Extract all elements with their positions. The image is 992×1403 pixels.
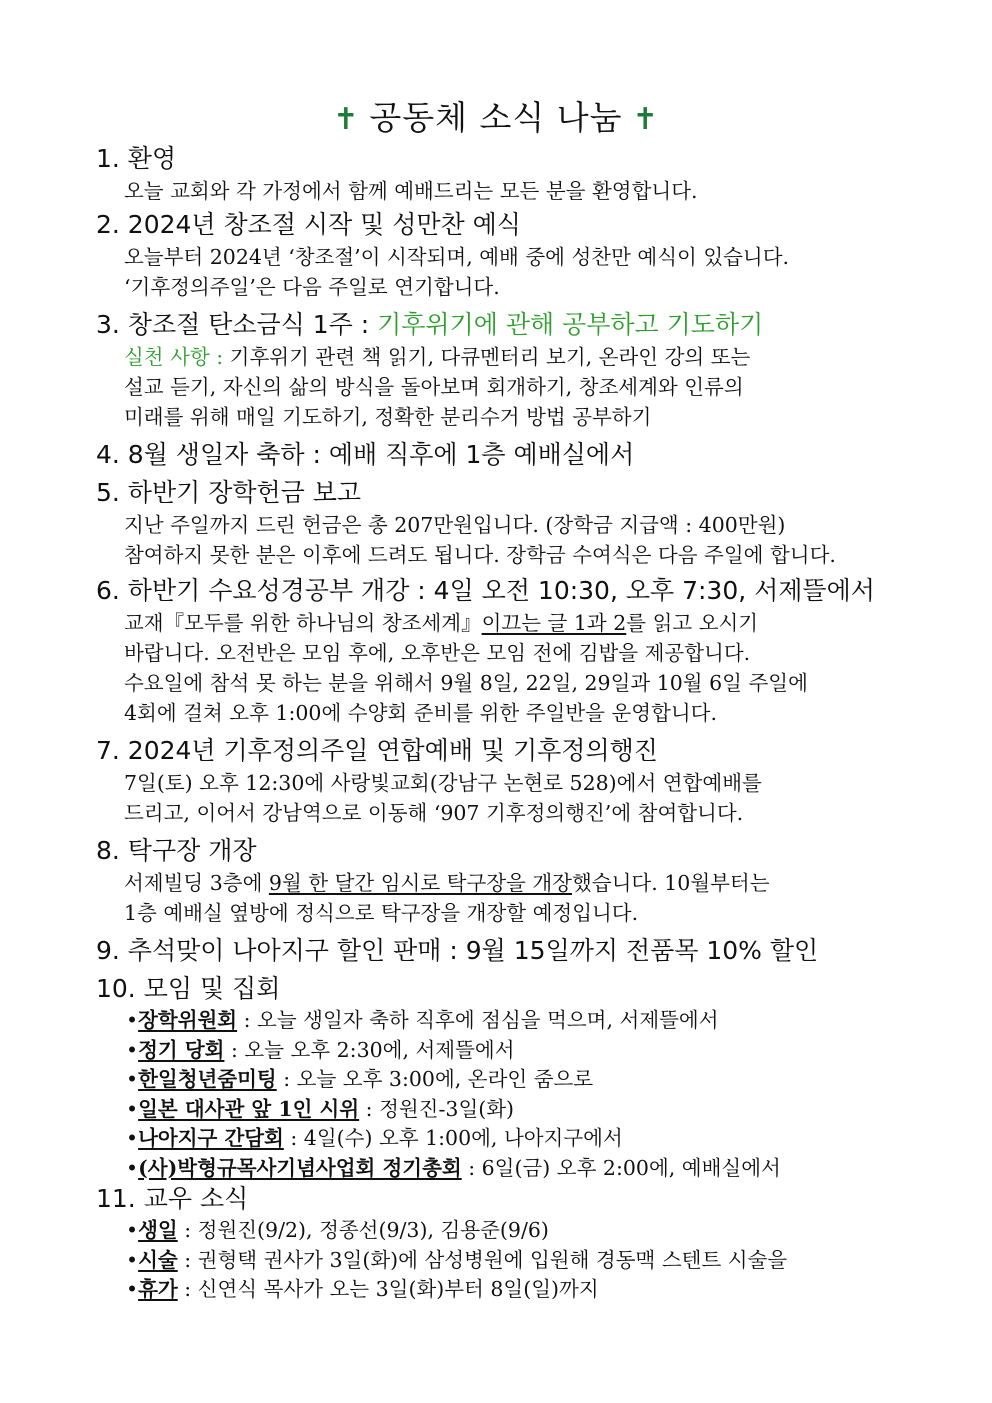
item-detail: : 오늘 생일자 축하 직후에 점심을 먹으며, 서제뜰에서 xyxy=(237,1008,719,1032)
item-detail: : 오늘 오후 3:00에, 온라인 줌으로 xyxy=(276,1067,594,1091)
cross-icon: ✝ xyxy=(333,102,360,137)
list-item xyxy=(126,1095,916,1125)
section-text: 드리고, 이어서 강남역으로 이동해 ‘907 기후정의행진’에 참여합니다. xyxy=(124,801,744,825)
item-name: 시술 xyxy=(138,1247,178,1272)
list-item xyxy=(126,1036,916,1066)
section-text: 4회에 걸쳐 오후 1:00에 수양회 준비를 위한 주일반을 운영합니다. xyxy=(124,701,717,725)
bullet-icon: • xyxy=(126,1218,139,1242)
section-text: 바랍니다. 오전반은 모임 후에, 오후반은 모임 전에 김밥을 제공합니다. xyxy=(124,641,751,665)
section-heading: 1. 환영 xyxy=(96,144,177,173)
item-name: 한일청년줌미팅 xyxy=(138,1067,277,1091)
item-name: (사)박형규목사기념사업회 정기총회 xyxy=(138,1155,462,1180)
section-text: ‘기후정의주일’은 다음 주일로 연기합니다. xyxy=(124,275,500,299)
item-name: 생일 xyxy=(138,1218,178,1242)
item-name: 장학위원회 xyxy=(138,1008,238,1032)
title-text: 공동체 소식 나눔 xyxy=(369,98,623,137)
bullet-icon: • xyxy=(126,1067,139,1091)
bullet-icon: • xyxy=(126,1126,139,1150)
section-welcome xyxy=(96,142,916,206)
cross-icon: ✝ xyxy=(632,102,659,137)
item-name: 정기 당회 xyxy=(138,1037,225,1062)
section-text: 7일(토) 오후 12:30에 사랑빛교회(강남구 논현로 528)에서 연합예배를 xyxy=(124,771,762,795)
section-member-news xyxy=(96,1182,916,1305)
item-detail: : 6일(금) 오후 2:00에, 예배실에서 xyxy=(461,1155,781,1180)
text-part: 서제빌딩 3층에 xyxy=(124,871,269,895)
section-heading: 5. 하반기 장학헌금 보고 xyxy=(96,478,362,507)
section-scholarship xyxy=(96,476,916,570)
section-climate-justice xyxy=(96,734,916,828)
section-text xyxy=(124,868,916,898)
section-heading xyxy=(96,308,916,342)
item-detail: : 신연식 목사가 오는 3일(화)부터 8일(일)까지 xyxy=(177,1277,599,1301)
section-text xyxy=(124,608,916,638)
section-birthday xyxy=(96,438,916,472)
section-bible-study xyxy=(96,574,916,728)
list-item xyxy=(126,1065,916,1095)
item-detail: : 오늘 오후 2:30에, 서제뜰에서 xyxy=(224,1037,515,1062)
section-sale xyxy=(96,934,916,968)
heading-highlight: 기후위기에 관해 공부하고 기도하기 xyxy=(377,310,764,339)
section-text: 설교 듣기, 자신의 삶의 방식을 돌아보며 회개하기, 창조세계와 인류의 xyxy=(124,375,744,399)
bullet-icon: • xyxy=(126,1277,139,1301)
section-heading: 4. 8월 생일자 축하 : 예배 직후에 1층 예배실에서 xyxy=(96,440,635,469)
bullet-icon: • xyxy=(126,1037,139,1062)
item-detail: : 4일(수) 오후 1:00에, 나아지구에서 xyxy=(283,1126,623,1150)
section-heading: 8. 탁구장 개장 xyxy=(96,836,257,865)
underlined-text: 이끄는 글 1과 2 xyxy=(481,611,627,635)
section-heading: 9. 추석맞이 나아지구 할인 판매 : 9월 15일까지 전품목 10% 할인 xyxy=(96,936,819,965)
item-name: 일본 대사관 앞 1인 시위 xyxy=(138,1096,360,1121)
item-detail: : 정원진(9/2), 정종선(9/3), 김용준(9/6) xyxy=(177,1218,549,1242)
section-text: 지난 주일까지 드린 헌금은 총 207만원입니다. (장학금 지급액 : 400만원) xyxy=(124,513,786,537)
text-part: 교재『모두를 위한 하나님의 창조세계』 xyxy=(124,611,482,635)
section-text: 참여하지 못한 분은 이후에 드려도 됩니다. 장학금 수여식은 다음 주일에 합니다. xyxy=(124,543,836,567)
section-text: 오늘 교회와 각 가정에서 함께 예배드리는 모든 분을 환영합니다. xyxy=(124,179,698,203)
item-detail: : 정원진-3일(화) xyxy=(359,1096,515,1121)
section-heading: 2. 2024년 창조절 시작 및 성만찬 예식 xyxy=(96,210,521,239)
item-name: 휴가 xyxy=(138,1277,178,1301)
section-text: 미래를 위해 매일 기도하기, 정확한 분리수거 방법 공부하기 xyxy=(124,405,652,429)
bullet-icon: • xyxy=(126,1155,139,1180)
section-table-tennis xyxy=(96,834,916,928)
list-item xyxy=(126,1275,916,1305)
item-name: 나아지구 간담회 xyxy=(138,1126,284,1150)
list-item xyxy=(126,1216,916,1246)
heading-text: 3. 창조절 탄소금식 1주 : xyxy=(96,310,378,339)
section-heading: 6. 하반기 수요성경공부 개강 : 4일 오전 10:30, 오후 7:30, 서제뜰에서 xyxy=(96,576,875,605)
section-carbon-fast xyxy=(96,308,916,432)
list-item xyxy=(126,1006,916,1036)
text-part: 를 읽고 오시기 xyxy=(626,611,759,635)
bullet-icon: • xyxy=(126,1008,139,1032)
section-heading: 10. 모임 및 집회 xyxy=(96,974,281,1003)
list-item xyxy=(126,1124,916,1154)
section-heading: 11. 교우 소식 xyxy=(96,1184,249,1213)
section-meetings xyxy=(96,972,916,1183)
bullet-icon: • xyxy=(126,1247,139,1272)
underlined-text: 9월 한 달간 임시로 탁구장을 개장 xyxy=(268,871,572,895)
section-text: 오늘부터 2024년 ‘창조절’이 시작되며, 예배 중에 성찬만 예식이 있습니다. xyxy=(124,245,790,269)
section-text: 1층 예배실 옆방에 정식으로 탁구장을 개장할 예정입니다. xyxy=(124,901,639,925)
bullet-icon: • xyxy=(126,1096,139,1121)
item-detail: : 권형택 권사가 3일(화)에 삼성병원에 입원해 경동맥 스텐트 시술을 xyxy=(177,1247,788,1272)
section-text: 수요일에 참석 못 하는 분을 위해서 9월 8일, 22일, 29일과 10월 6일 주일에 xyxy=(124,671,808,695)
section-heading: 7. 2024년 기후정의주일 연합예배 및 기후정의행진 xyxy=(96,736,658,765)
section-creation-season xyxy=(96,208,916,302)
list-item xyxy=(126,1154,916,1184)
practice-text: 기후위기 관련 책 읽기, 다큐멘터리 보기, 온라인 강의 또는 xyxy=(229,345,751,369)
practice-label: 실천 사항 : xyxy=(124,345,230,369)
section-text xyxy=(124,342,916,372)
list-item xyxy=(126,1246,916,1276)
text-part: 했습니다. 10월부터는 xyxy=(571,871,770,895)
page-title xyxy=(0,92,992,139)
